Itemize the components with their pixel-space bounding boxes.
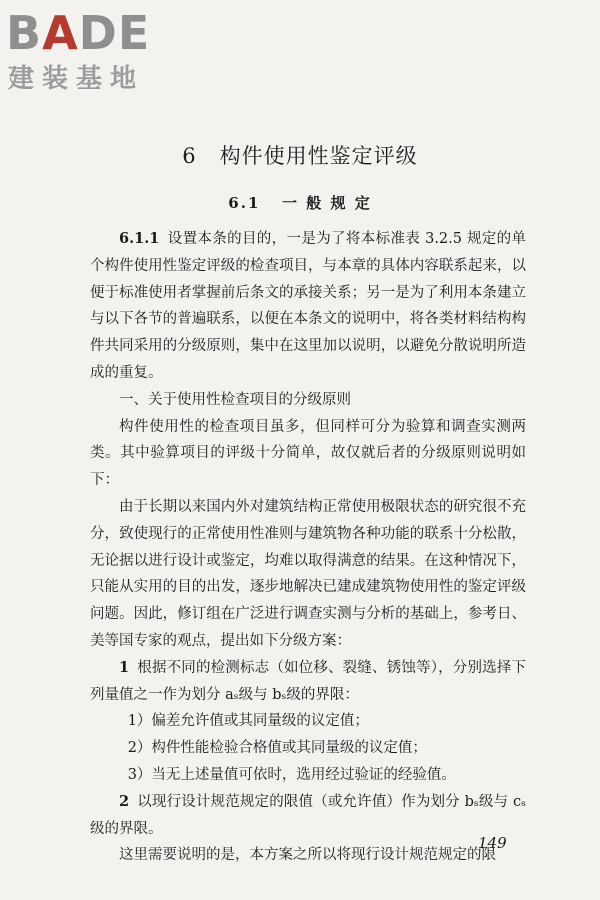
chapter-title: 6 构件使用性鉴定评级 — [182, 144, 418, 168]
paragraph: 构件使用性的检查项目虽多，但同样可分为验算和调查实测两类。其中验算项目的评级十分简单，故仅就后者的分级原则说明如下： — [90, 418, 526, 489]
body-text — [90, 226, 526, 869]
sub-list-item: 3）当无上述量值可依时，选用经过验证的经验值。 — [127, 766, 456, 783]
clause-number: 6.1.1 — [119, 230, 160, 247]
logo-letters: BADE — [6, 6, 151, 60]
subheading: 一、关于使用性检查项目的分级原则 — [119, 391, 351, 408]
page-number: 149 — [478, 834, 507, 852]
item-number: 2 — [119, 792, 130, 810]
paragraph: 由于长期以来国内外对建筑结构正常使用极限状态的研究很不充分，致使现行的正常使用性准则与建筑物各种功能的联系十分松散，无论据以进行设计或鉴定，均难以取得满意的结果。在这种情况下，只能从实用的目的出发，逐步地解决已建成建筑物使用性的鉴定评级问题。因此，修订组在广泛进行调查实测与分析的基础上，参考日、美等国专家的观点，提出如下分级方案： — [90, 498, 526, 649]
list-item — [90, 789, 526, 843]
paragraph: 这里需要说明的是，本方案之所以将现行设计规范规定的限 — [119, 847, 496, 864]
item-text: 根据不同的检测标志（如位移、裂缝、锈蚀等），分别选择下列量值之一作为划分 aₛ级与 bₛ级的界限： — [90, 659, 526, 703]
item-number: 1 — [119, 658, 130, 676]
paragraph-text: 设置本条的目的，一是为了将本标准表 3.2.5 规定的单个构件使用性鉴定评级的检查项目，与本章的具体内容联系起来，以便于标准使用者掌握前后条文的承接关系；另一是为了利用本条建立与以下各节的普遍联系，以便在本条文的说明中，将各类材料结构构件共同采用的分级原则，集中在这里加以说明，以避免分散说明所造成的重复。 — [90, 231, 526, 381]
item-text: 以现行设计规范规定的限值（或允许值）作为划分 bₛ级与 cₛ级的界限。 — [90, 793, 526, 837]
clause-paragraph — [90, 226, 526, 387]
list-item — [90, 655, 526, 709]
watermark-logo — [6, 6, 206, 96]
sub-list-item: 1）偏差允许值或其同量级的议定值； — [127, 713, 369, 730]
section-title: 6.1 一 般 规 定 — [228, 194, 372, 212]
logo-subtitle: 建装基地 — [8, 64, 145, 94]
sub-list-item: 2）构件性能检验合格值或其同量级的议定值； — [127, 740, 427, 757]
